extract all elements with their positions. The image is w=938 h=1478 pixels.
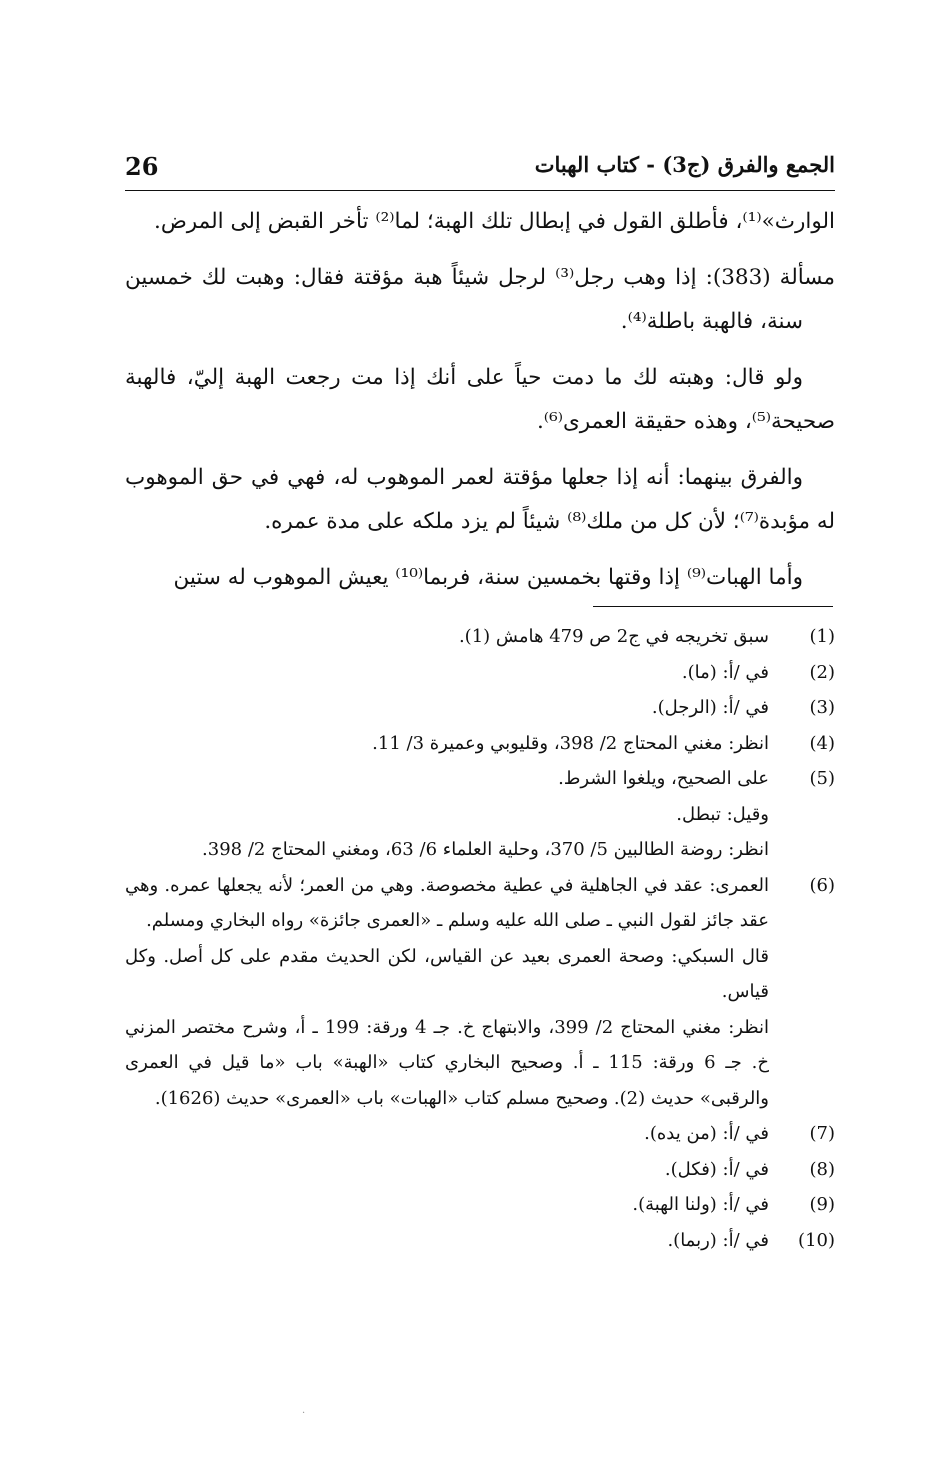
page-number: 26 [125, 152, 159, 181]
footnote [125, 1187, 835, 1223]
footnote-number: (3) [809, 697, 835, 718]
footnote-number: (10) [798, 1229, 835, 1251]
footnote-text: في /أ: (ربما). [667, 1229, 769, 1251]
scan-speck: · [302, 1408, 306, 1419]
footnote-text: في /أ: (فكل). [664, 1158, 769, 1180]
paragraph-umra-definition: ولو قال: وهبته لك ما دمت حياً على أنك إذا مت رجعت الهبة إليّ، فالهبة صحيحة⁽⁵⁾، وهذه حقيقة العمرى⁽⁶⁾. [125, 365, 835, 434]
footnote-text: انظر: مغني المحتاج 2/ 399، والابتهاج خ. جـ 4 ورقة: 199 ـ أ، وشرح مختصر المزني خ. جـ 6 ورقة: 115 ـ أ. وصحيح البخاري كتاب «الهبة» باب «ما قيل في العمرى والرقبى» حديث (2). وصحيح مسلم كتاب «الهبات» باب «العمرى» حديث (1626). [125, 1016, 769, 1109]
footnote [125, 690, 835, 726]
footnote-text: العمرى: عقد في الجاهلية في عطية مخصوصة. وهي من العمر؛ لأنه يجعلها عمره. وهي عقد جائز لقول النبي ـ صلى الله عليه وسلم ـ «العمرى جائزة» رواه البخاري ومسلم. [125, 874, 769, 931]
footnote [125, 619, 835, 655]
footnote-number: (2) [809, 661, 835, 683]
footnote [125, 761, 835, 868]
paragraph-issue-383: مسألة (383): إذا وهب رجل⁽³⁾ لرجل شيئاً هبة مؤقتة فقال: وهبت لك خمسين سنة، فالهبة باطلة⁽⁴⁾. [125, 265, 835, 334]
footnote-separator [593, 606, 833, 607]
footnote-text: انظر: روضة الطالبين 5/ 370، وحلية العلماء 6/ 63، ومغني المحتاج 2/ 398. [202, 839, 769, 860]
footnote-text: في /أ: (ولنا الهبة). [632, 1194, 769, 1215]
footnote-number: (8) [809, 1158, 835, 1180]
footnote [125, 868, 835, 1117]
footnote [125, 655, 835, 691]
body-text [125, 200, 835, 600]
footnote [125, 726, 835, 762]
footnote-number: (7) [809, 1123, 835, 1144]
footnotes [125, 619, 835, 1258]
running-title: الجمع والفرق (ج3) - كتاب الهبات [534, 152, 835, 177]
page-header [125, 146, 835, 191]
footnote [125, 1152, 835, 1188]
footnote-number: (5) [809, 768, 835, 789]
paragraph-continuation: الوارث»⁽¹⁾، فأطلق القول في إبطال تلك الهبة؛ لما⁽²⁾ تأخر القبض إلى المرض. [153, 209, 835, 234]
footnote-text: وقيل: تبطل. [676, 803, 769, 825]
footnote-text: في /أ: (الرجل). [651, 697, 769, 718]
paragraph-gifts: وأما الهبات⁽⁹⁾ إذا وقتها بخمسين سنة، فربما⁽¹⁰⁾ يعيش الموهوب له ستين [173, 565, 803, 590]
footnote-number: (9) [809, 1194, 835, 1215]
paragraph-difference: والفرق بينهما: أنه إذا جعلها مؤقتة لعمر الموهوب له، فهي في حق الموهوب له مؤبدة⁽⁷⁾؛ لأن كل من ملك⁽⁸⁾ شيئاً لم يزد ملكه على مدة عمره. [125, 465, 835, 534]
footnote-number: (1) [809, 626, 835, 647]
footnote-text: انظر: مغني المحتاج 2/ 398، وقليوبي وعميرة 3/ 11. [372, 732, 769, 754]
footnote-text: على الصحيح، ويلغوا الشرط. [558, 768, 769, 789]
footnote-number: (4) [809, 732, 835, 754]
footnote-text: في /أ: (ما). [681, 661, 769, 683]
footnote-text: قال السبكي: وصحة العمرى بعيد عن القياس، لكن الحديث مقدم على كل أصل. وكل قياس. [125, 945, 769, 1002]
footnote-text: سبق تخريجه في ج2 ص 479 هامش (1). [458, 626, 769, 647]
footnote-text: في /أ: (من يده). [644, 1123, 769, 1144]
footnote [125, 1223, 835, 1259]
footnote-number: (6) [809, 874, 835, 896]
footnote [125, 1116, 835, 1152]
